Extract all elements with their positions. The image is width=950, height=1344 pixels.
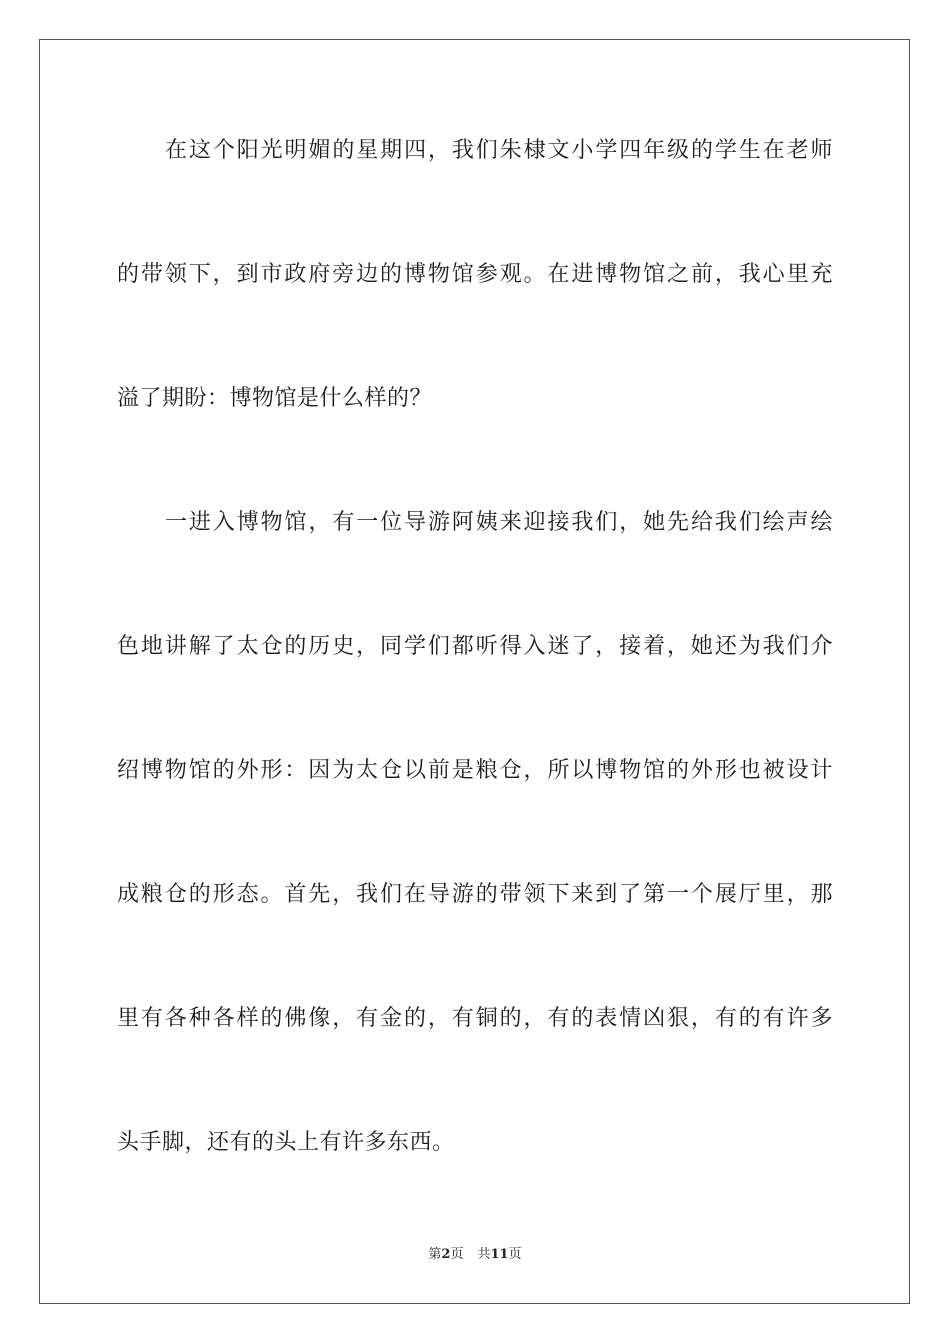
page-border [39,39,910,1304]
total-suffix: 页 [508,1247,522,1262]
page-footer [0,1246,950,1264]
total-pages: 11 [490,1247,509,1262]
paragraph-1-line-1: 在这个阳光明媚的星期四，我们朱棣文小学四年级的学生在老师 [165,138,833,163]
page-number: 2 [441,1247,451,1262]
page-prefix: 第 [428,1247,442,1262]
paragraph-2-line-4: 成粮仓的形态。首先，我们在导游的带领下来到了第一个展厅里，那 [117,882,833,907]
total-prefix: 共 [477,1247,491,1262]
paragraph-1-line-2: 的带领下，到市政府旁边的博物馆参观。在进博物馆之前，我心里充 [117,262,833,287]
paragraph-2-line-6: 头手脚，还有的头上有许多东西。 [117,1130,455,1155]
paragraph-2-line-2: 色地讲解了太仓的历史，同学们都听得入迷了，接着，她还为我们介 [117,634,833,659]
page-suffix: 页 [450,1247,464,1262]
paragraph-1-line-3: 溢了期盼：博物馆是什么样的？ [117,386,433,411]
paragraph-2-line-5: 里有各种各样的佛像，有金的，有铜的，有的表情凶狠，有的有许多 [117,1006,833,1031]
paragraph-2-line-1: 一进入博物馆，有一位导游阿姨来迎接我们，她先给我们绘声绘 [165,510,833,535]
paragraph-2-line-3: 绍博物馆的外形：因为太仓以前是粮仓，所以博物馆的外形也被设计 [117,758,833,783]
